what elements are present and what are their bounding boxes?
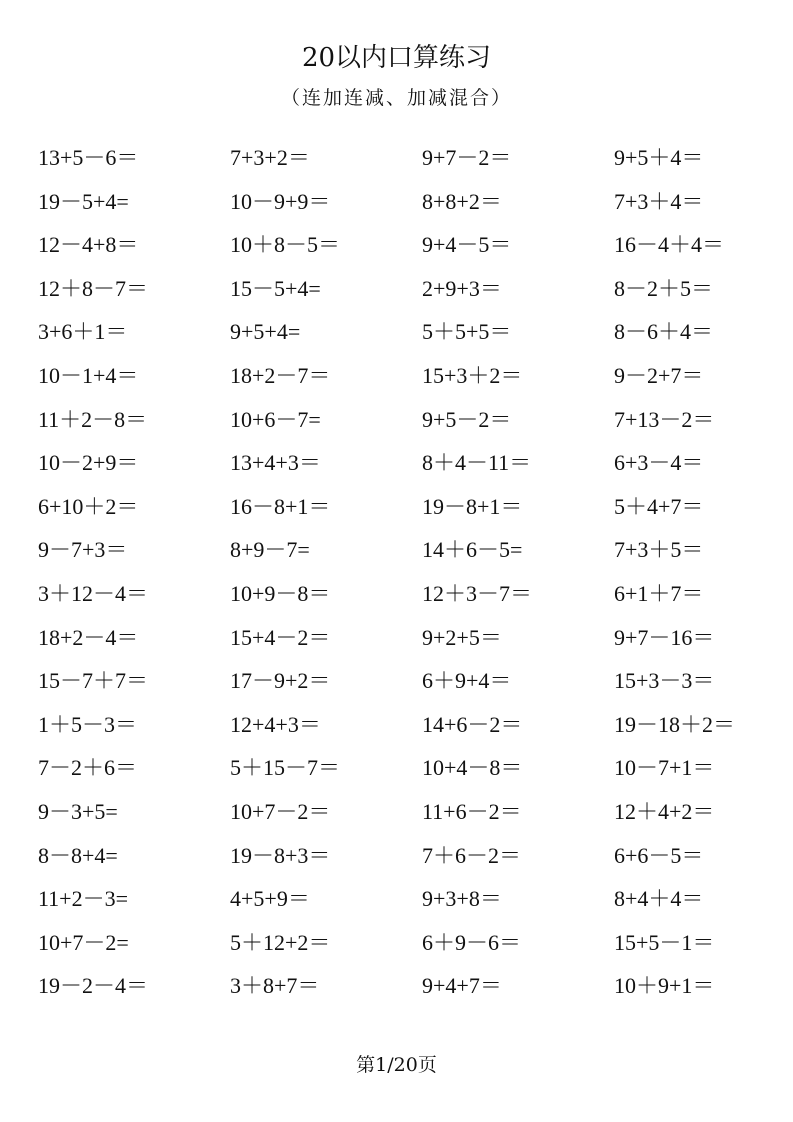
problem-cell: 10+6－7=	[230, 406, 321, 432]
problem-cell: 7+3＋5＝	[614, 537, 704, 563]
problem-row	[38, 489, 778, 533]
problem-row	[38, 271, 778, 315]
problem-cell: 19－2－4＝	[38, 973, 149, 999]
problem-cell: 5＋4+7＝	[614, 493, 704, 519]
problem-row	[38, 707, 778, 751]
problem-cell: 7+13－2＝	[614, 406, 715, 432]
problem-cell: 7＋6－2＝	[422, 842, 522, 868]
problem-cell: 14＋6－5=	[422, 537, 523, 563]
problem-cell: 3＋8+7＝	[230, 973, 320, 999]
page-subtitle: （连加连减、加减混合）	[280, 87, 512, 109]
problem-cell: 8－8+4=	[38, 842, 118, 868]
problem-cell: 16－4＋4＝	[614, 232, 725, 258]
problem-row	[38, 663, 778, 707]
problem-row	[38, 750, 778, 794]
problem-cell: 10+7－2=	[38, 929, 129, 955]
problem-row	[38, 184, 778, 228]
problem-cell: 12－4+8＝	[38, 232, 139, 258]
problem-cell: 13+5－6＝	[38, 145, 139, 170]
problem-grid	[38, 140, 778, 1012]
problem-cell: 10+9－8＝	[230, 580, 331, 606]
problem-cell: 15－7＋7＝	[38, 668, 149, 694]
problem-cell: 15+5－1＝	[614, 929, 715, 955]
problem-cell: 8－6＋4＝	[614, 319, 714, 345]
problem-cell: 5＋15－7＝	[230, 755, 341, 781]
problem-cell: 6＋9－6＝	[422, 929, 522, 955]
problem-row	[38, 794, 778, 838]
problem-cell: 8＋4－11＝	[422, 450, 532, 476]
problem-row	[38, 968, 778, 1012]
problem-cell: 8+4＋4＝	[614, 886, 704, 912]
problem-row	[38, 925, 778, 969]
problem-cell: 1＋5－3＝	[38, 711, 138, 737]
problem-cell: 6＋9+4＝	[422, 668, 512, 694]
problem-cell: 15+4－2＝	[230, 624, 331, 650]
problem-cell: 11＋2－8＝	[38, 406, 148, 432]
problem-cell: 9+4+7＝	[422, 973, 502, 999]
problem-cell: 2+9+3＝	[422, 275, 502, 301]
problem-cell: 7－2＋6＝	[38, 755, 138, 781]
problem-cell: 6+3－4＝	[614, 450, 704, 476]
problem-cell: 11+6－2＝	[422, 798, 522, 824]
problem-cell: 7+3＋4＝	[614, 188, 704, 214]
problem-cell: 15+3－3＝	[614, 668, 715, 694]
problem-cell: 10－2+9＝	[38, 450, 139, 476]
problem-cell: 4+5+9＝	[230, 886, 310, 912]
problem-cell: 9+4－5＝	[422, 232, 512, 258]
problem-cell: 18+2－4＝	[38, 624, 139, 650]
problem-row	[38, 445, 778, 489]
problem-cell: 9+2+5＝	[422, 624, 502, 650]
problem-cell: 18+2－7＝	[230, 362, 331, 388]
problem-row	[38, 140, 778, 184]
problem-cell: 12＋4+2＝	[614, 798, 715, 824]
problem-row	[38, 576, 778, 620]
problem-cell: 9－7+3＝	[38, 537, 128, 563]
problem-cell: 9－3+5=	[38, 798, 118, 824]
problem-row	[38, 620, 778, 664]
problem-cell: 9－2+7＝	[614, 362, 704, 388]
problem-cell: 9+7－2＝	[422, 145, 512, 170]
problem-cell: 3＋12－4＝	[38, 580, 149, 606]
problem-cell: 10＋8－5＝	[230, 232, 341, 258]
problem-cell: 12＋3－7＝	[422, 580, 533, 606]
problem-cell: 10－7+1＝	[614, 755, 715, 781]
problem-cell: 9+7－16＝	[614, 624, 715, 650]
problem-cell: 16－8+1＝	[230, 493, 331, 519]
problem-cell: 10－1+4＝	[38, 362, 139, 388]
problem-cell: 19－5+4=	[38, 188, 129, 214]
problem-row	[38, 314, 778, 358]
problem-cell: 10－9+9＝	[230, 188, 331, 214]
page-title: 20以内口算练习	[301, 43, 492, 73]
problem-row	[38, 881, 778, 925]
problem-cell: 9+5－2＝	[422, 406, 512, 432]
problem-cell: 12+4+3＝	[230, 711, 321, 737]
problem-cell: 6+10＋2＝	[38, 493, 139, 519]
problem-cell: 6+6－5＝	[614, 842, 704, 868]
problem-cell: 19－8+3＝	[230, 842, 331, 868]
problem-row	[38, 227, 778, 271]
problem-cell: 9+5＋4＝	[614, 145, 704, 170]
problem-row	[38, 358, 778, 402]
problem-cell: 17－9+2＝	[230, 668, 331, 694]
problem-cell: 10+7－2＝	[230, 798, 331, 824]
page-number: 第1/20页	[356, 1054, 437, 1076]
problem-cell: 5＋12+2＝	[230, 929, 331, 955]
problem-row	[38, 532, 778, 576]
problem-cell: 5＋5+5＝	[422, 319, 512, 345]
problem-cell: 9+5+4=	[230, 319, 301, 345]
problem-row	[38, 402, 778, 446]
problem-cell: 19－18＋2＝	[614, 711, 736, 737]
problem-cell: 19－8+1＝	[422, 493, 523, 519]
problem-cell: 7+3+2＝	[230, 145, 310, 170]
problem-cell: 3+6＋1＝	[38, 319, 128, 345]
problem-cell: 11+2－3=	[38, 886, 128, 912]
problem-cell: 10+4－8＝	[422, 755, 523, 781]
problem-cell: 8+8+2＝	[422, 188, 502, 214]
problem-cell: 8+9－7=	[230, 537, 310, 563]
problem-row	[38, 838, 778, 882]
problem-cell: 12＋8－7＝	[38, 275, 149, 301]
problem-cell: 9+3+8＝	[422, 886, 502, 912]
problem-cell: 6+1＋7＝	[614, 580, 704, 606]
problem-cell: 14+6－2＝	[422, 711, 523, 737]
problem-cell: 15+3＋2＝	[422, 362, 523, 388]
problem-cell: 15－5+4=	[230, 275, 321, 301]
problem-cell: 10＋9+1＝	[614, 973, 715, 999]
problem-cell: 13+4+3＝	[230, 450, 321, 476]
problem-cell: 8－2＋5＝	[614, 275, 714, 301]
